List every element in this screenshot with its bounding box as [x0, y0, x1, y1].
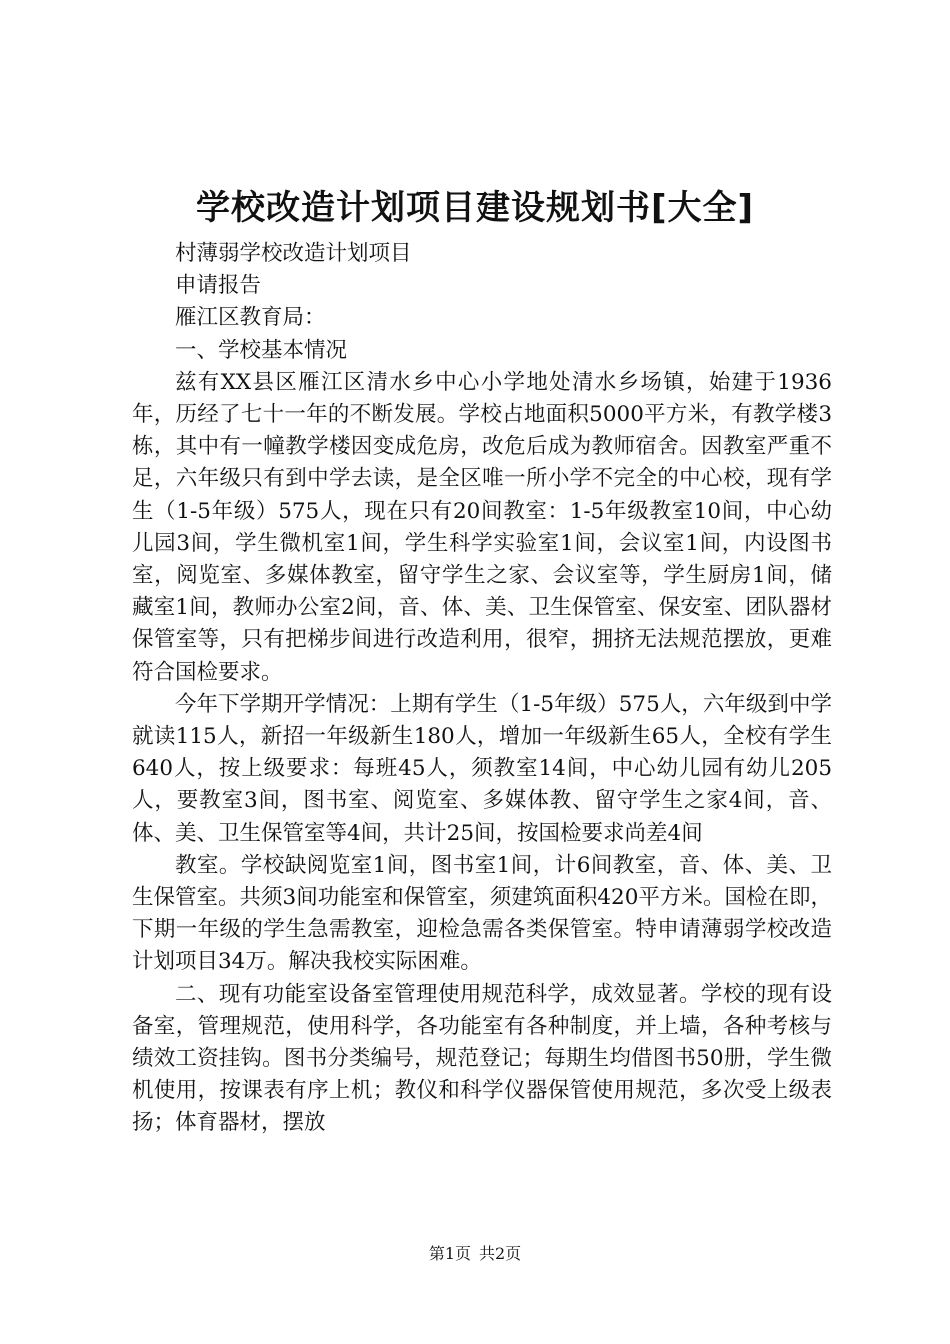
paragraph-enrollment: 今年下学期开学情况：上期有学生（1-5年级）575人，六年级到中学就读115人，新招一年级新生180人，增加一年级新生65人，全校有学生640人，按上级要求：每班45人，须教室14间，中心幼儿园有幼儿205人，要教室3间，图书室、阅览室、多媒体教、留守学生之家4间，音、体、美、卫生保管室等4间，共计25间，按国检要求尚差4间: [132, 691, 832, 846]
page-number-current: 第1页: [428, 1244, 471, 1263]
paragraph-report-label: 申请报告: [175, 273, 262, 299]
page-number-total: 共2页: [479, 1244, 522, 1263]
section-heading-basic-info: 一、学校基本情况: [175, 337, 348, 363]
paragraph-school-overview: 兹有XX县区雁江区清水乡中心小学地处清水乡场镇，始建于1936年，历经了七十一年的不断发展。学校占地面积5000平方米，有教学楼3栋，其中有一幢教学楼因变成危房，改危后成为教师宿舍。因教室严重不足，六年级只有到中学去读，是全区唯一所小学不完全的中心校，现有学生（1-5年级）575人，现在只有20间教室：1-5年级教室10间，中心幼儿园3间，学生微机室1间，学生科学实验室1间，会议室1间，内设图书室，阅览室、多媒体教室，留守学生之家、会议室等，学生厨房1间，储藏室1间，教师办公室2间，音、体、美、卫生保管室、保安室、团队器材保管室等，只有把梯步间进行改造利用，很窄，拥挤无法规范摆放，更难符合国检要求。: [132, 369, 832, 685]
paragraph-facility-management: 二、现有功能室设备室管理使用规范科学，成效显著。学校的现有设备室，管理规范，使用科学，各功能室有各种制度，并上墙，各种考核与绩效工资挂钩。图书分类编号，规范登记；每期生均借图书50册，学生微机使用，按课表有序上机；教仪和科学仪器保管使用规范，多次受上级表扬；体育器材，摆放: [132, 981, 832, 1136]
paragraph-classroom-needs: 教室。学校缺阅览室1间，图书室1间，计6间教室，音、体、美、卫生保管室。共须3间功能室和保管室，须建筑面积420平方米。国检在即，下期一年级的学生急需教室，迎检急需各类保管室。特申请薄弱学校改造计划项目34万。解决我校实际困难。: [132, 852, 832, 975]
document-body: [132, 238, 832, 1140]
paragraph-project-name: 村薄弱学校改造计划项目: [175, 241, 412, 266]
page-footer: [0, 1243, 950, 1265]
paragraph-addressee: 雁江区教育局：: [175, 305, 326, 331]
document-title: 学校改造计划项目建设规划书[大全]: [195, 188, 755, 228]
